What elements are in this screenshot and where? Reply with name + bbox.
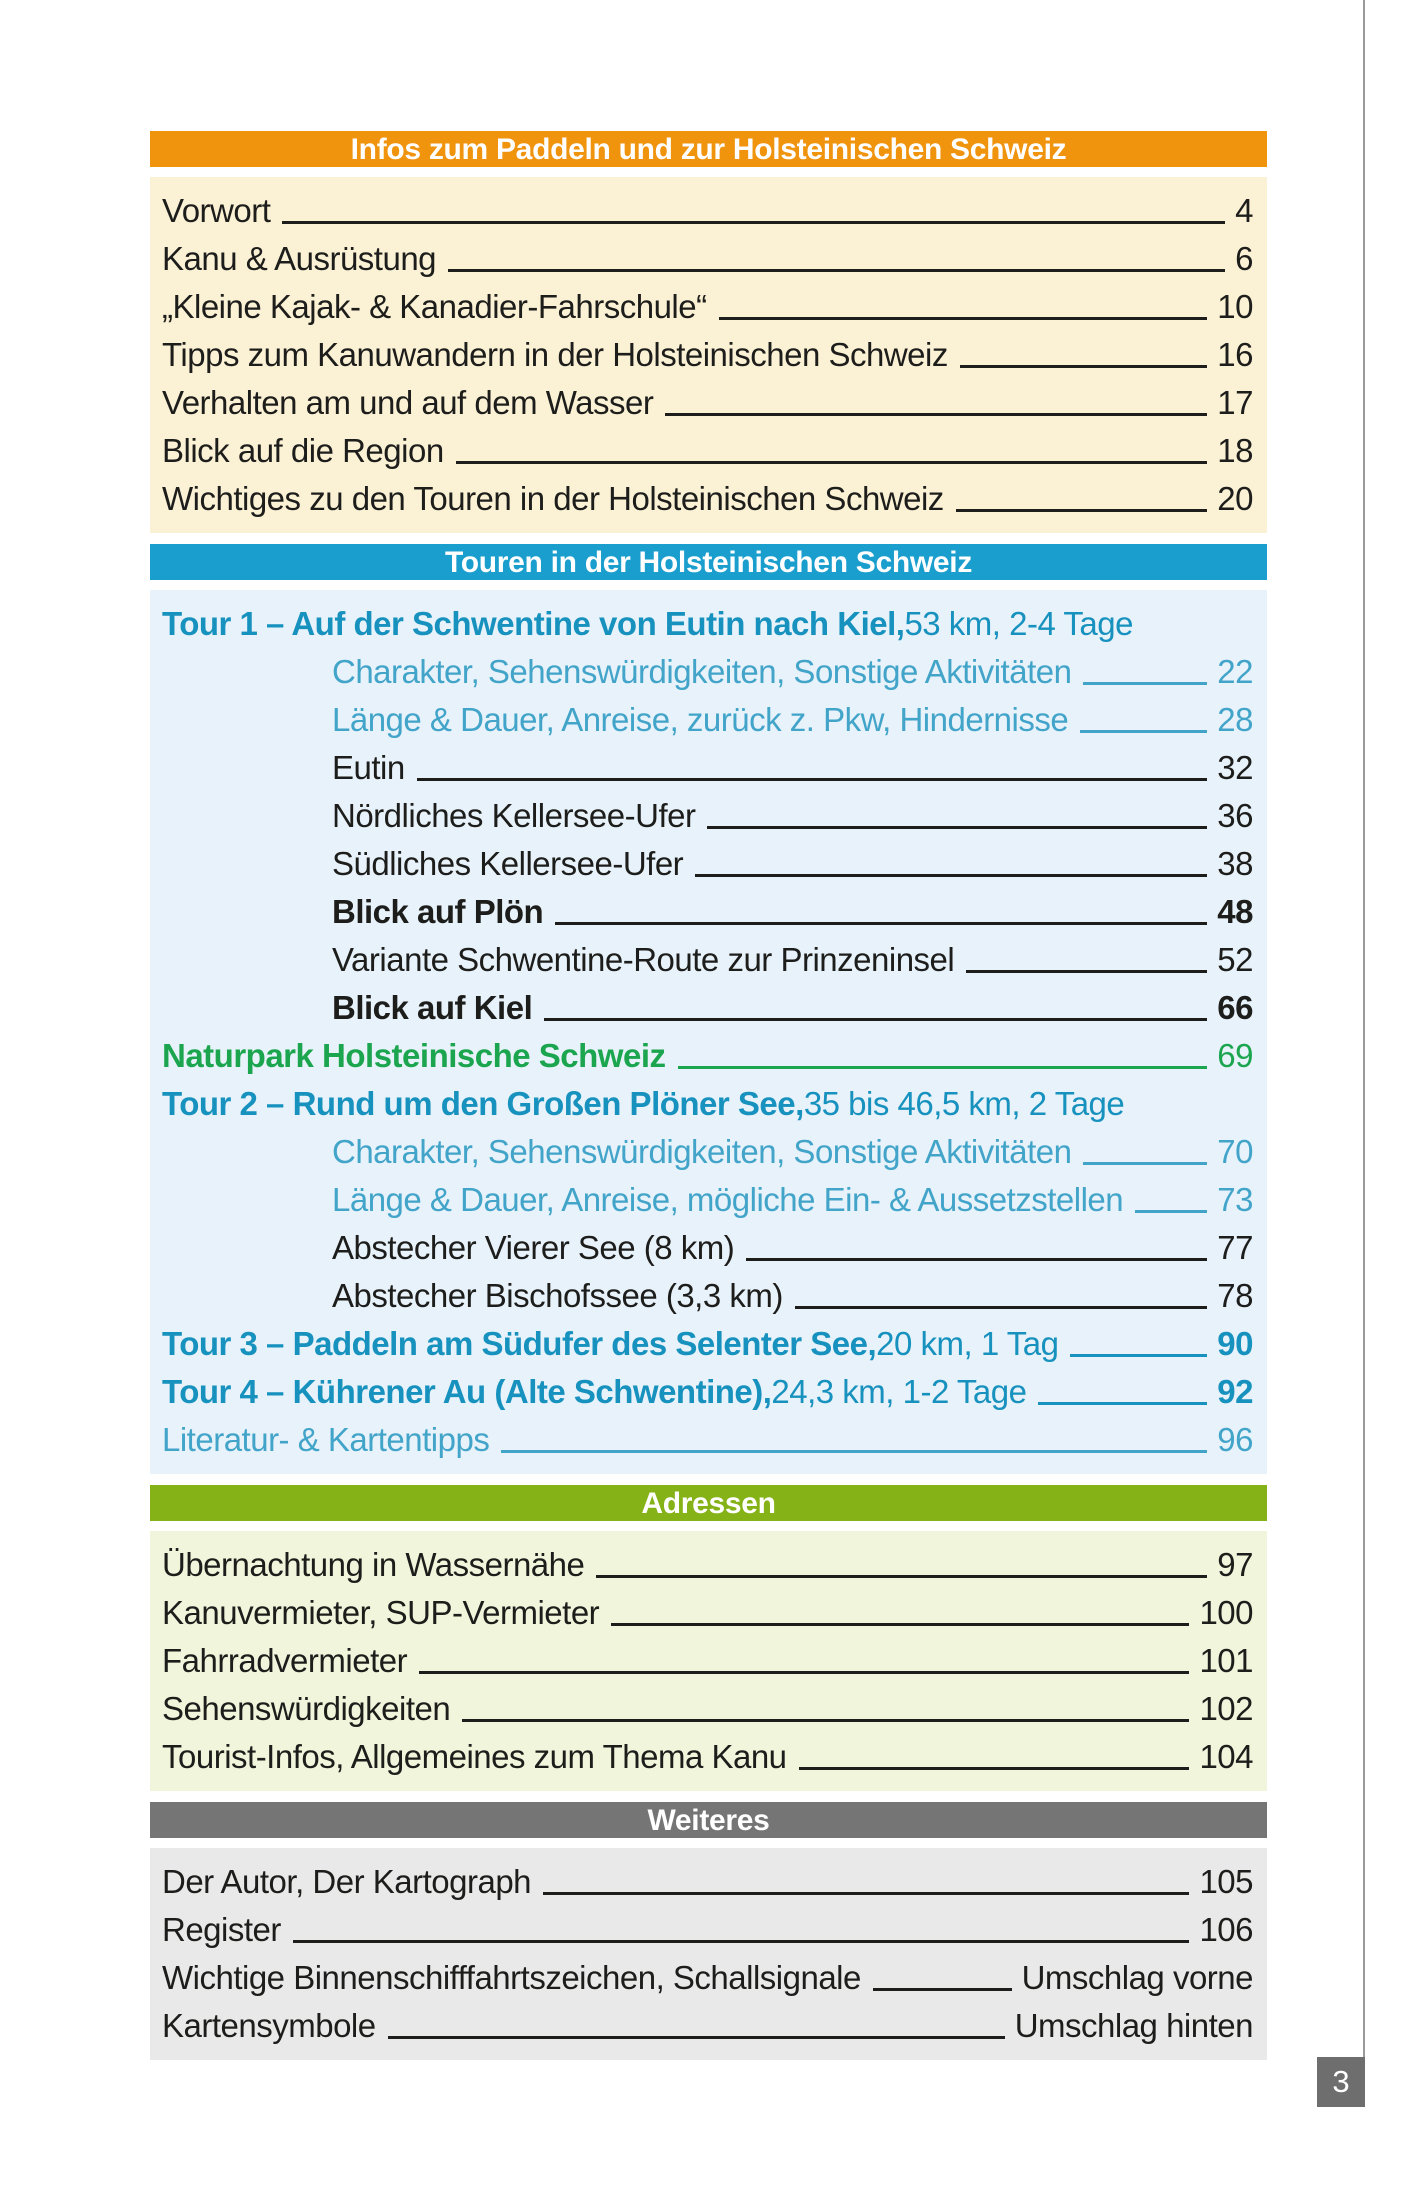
toc-row: [162, 1176, 1253, 1224]
leader-line: [419, 1671, 1189, 1674]
toc-entry-page: 78: [1217, 1277, 1253, 1314]
leader-line: [456, 461, 1208, 464]
toc-entry-page: 105: [1199, 1863, 1253, 1900]
leader-line: [719, 317, 1208, 320]
leader-line: [1135, 1210, 1207, 1213]
toc-entry-label: Der Autor, Der Kartograph: [162, 1863, 532, 1900]
toc-entry-label: Charakter, Sehenswürdigkeiten, Sonstige Aktivitäten: [332, 653, 1072, 690]
leader-line: [665, 413, 1207, 416]
toc-entry-page: 92: [1217, 1373, 1253, 1410]
toc-row: [162, 1589, 1253, 1637]
toc-entry-detail: 20 km, 1 Tag: [876, 1325, 1059, 1362]
toc-entry-label: Abstecher Vierer See (8 km): [332, 1229, 735, 1266]
toc-entry-label: Kanuvermieter, SUP-Vermieter: [162, 1594, 600, 1631]
toc-entry-page: 38: [1217, 845, 1253, 882]
toc-entry-page: 17: [1217, 384, 1253, 421]
toc-entry-page: 36: [1217, 797, 1253, 834]
leader-line: [611, 1623, 1189, 1626]
toc-entry-page: 20: [1217, 480, 1253, 517]
section-infos: [150, 131, 1267, 533]
toc-row: [162, 1272, 1253, 1320]
leader-line: [966, 970, 1207, 973]
toc-entry-page: 96: [1217, 1421, 1253, 1458]
toc-row: [162, 475, 1253, 523]
leader-line: [956, 509, 1207, 512]
toc-entry-page: 104: [1199, 1738, 1253, 1775]
toc-entry-label: Sehenswürdigkeiten: [162, 1690, 451, 1727]
leader-line: [282, 221, 1225, 224]
toc-entry-label: Südliches Kellersee-Ufer: [332, 845, 684, 882]
toc-entry-label: Naturpark Holsteinische Schweiz: [162, 1037, 666, 1074]
leader-line: [795, 1306, 1207, 1309]
toc-entry-page: 28: [1217, 701, 1253, 738]
toc-entry-detail: 35 bis 46,5 km, 2 Tage: [803, 1085, 1125, 1122]
toc-row: [162, 427, 1253, 475]
toc-row: [162, 1032, 1253, 1080]
toc-row: [162, 283, 1253, 331]
toc-entry-label: Eutin: [332, 749, 405, 786]
toc-row: [162, 187, 1253, 235]
toc-entry-page: 102: [1199, 1690, 1253, 1727]
toc-row: [162, 1637, 1253, 1685]
toc-entry-label: Vorwort: [162, 192, 271, 229]
toc-row: [162, 2002, 1253, 2050]
toc-entry-title: Tour 1 – Auf der Schwentine von Eutin nach Kiel,: [162, 605, 905, 642]
toc-entry-label: Länge & Dauer, Anreise, mögliche Ein- & Aussetzstellen: [332, 1181, 1124, 1218]
toc-entry-page: Umschlag hinten: [1014, 2007, 1253, 2044]
page-margin-rule: [1363, 0, 1365, 2057]
toc-row: [162, 235, 1253, 283]
toc-row: [162, 936, 1253, 984]
leader-line: [678, 1066, 1208, 1069]
toc-entry-label: Wichtige Binnenschifffahrtszeichen, Schallsignale: [162, 1959, 861, 1996]
leader-line: [873, 1988, 1012, 1991]
toc-row: [162, 1541, 1253, 1589]
toc-entry-label: Wichtiges zu den Touren in der Holsteinischen Schweiz: [162, 480, 944, 517]
leader-line: [960, 365, 1207, 368]
toc-entry-page: 4: [1235, 192, 1253, 229]
toc-entry-page: 32: [1217, 749, 1253, 786]
section-touren: [150, 544, 1267, 1474]
leader-line: [555, 922, 1207, 925]
toc-entry-label: Fahrradvermieter: [162, 1642, 408, 1679]
leader-line: [417, 778, 1208, 781]
section-rows-touren: [150, 590, 1267, 1474]
toc-entry-label: „Kleine Kajak- & Kanadier-Fahrschule“: [162, 288, 707, 325]
leader-line: [1070, 1354, 1207, 1357]
leader-line: [543, 1892, 1189, 1895]
section-header-infos: Infos zum Paddeln und zur Holsteinischen Schweiz: [150, 131, 1267, 167]
toc-entry-page: 48: [1217, 893, 1253, 930]
toc-row: [162, 1224, 1253, 1272]
toc-entry-label: Kanu & Ausrüstung: [162, 240, 437, 277]
toc-entry-label: Blick auf Kiel: [332, 989, 533, 1026]
section-rows-adressen: [150, 1531, 1267, 1791]
toc-entry-label: Verhalten am und auf dem Wasser: [162, 384, 654, 421]
toc-entry-page: 106: [1199, 1911, 1253, 1948]
toc-entry-page: 100: [1199, 1594, 1253, 1631]
toc-entry-label: Literatur- & Kartentipps: [162, 1421, 490, 1458]
toc-row: [162, 792, 1253, 840]
toc-entry-page: 16: [1217, 336, 1253, 373]
toc-entry-page: 18: [1217, 432, 1253, 469]
leader-line: [1080, 730, 1207, 733]
toc-entry-label: Tipps zum Kanuwandern in der Holsteinischen Schweiz: [162, 336, 948, 373]
toc-entry-page: 97: [1217, 1546, 1253, 1583]
toc-row: [162, 1906, 1253, 1954]
toc-entry-title: Tour 4 – Kührener Au (Alte Schwentine),: [162, 1373, 772, 1410]
section-adressen: [150, 1485, 1267, 1791]
toc-content: [150, 131, 1267, 2071]
toc-entry-label: Kartensymbole: [162, 2007, 376, 2044]
toc-entry-detail: 53 km, 2-4 Tage: [904, 605, 1133, 642]
toc-row: [162, 744, 1253, 792]
leader-line: [448, 269, 1225, 272]
section-rows-weiteres: [150, 1848, 1267, 2060]
toc-entry-page: Umschlag vorne: [1021, 1959, 1253, 1996]
toc-row: [162, 331, 1253, 379]
leader-line: [544, 1018, 1207, 1021]
leader-line: [293, 1940, 1190, 1943]
toc-entry-page: 70: [1217, 1133, 1253, 1170]
toc-entry-label: Variante Schwentine-Route zur Prinzeninsel: [332, 941, 955, 978]
toc-entry-label: Register: [162, 1911, 281, 1948]
toc-row: [162, 1954, 1253, 2002]
toc-entry-label: Blick auf Plön: [332, 893, 544, 930]
toc-entry-page: 101: [1199, 1642, 1253, 1679]
toc-entry-label: Länge & Dauer, Anreise, zurück z. Pkw, Hindernisse: [332, 701, 1069, 738]
toc-entry-title: Tour 2 – Rund um den Großen Plöner See,: [162, 1085, 804, 1122]
toc-entry-title: Tour 3 – Paddeln am Südufer des Selenter See,: [162, 1325, 877, 1362]
toc-entry-label: Tourist-Infos, Allgemeines zum Thema Kanu: [162, 1738, 787, 1775]
page-number: 3: [1332, 2064, 1350, 2099]
toc-entry-page: 52: [1217, 941, 1253, 978]
toc-entry-label: Übernachtung in Wassernähe: [162, 1546, 585, 1583]
section-header-weiteres: Weiteres: [150, 1802, 1267, 1838]
leader-line: [1083, 1162, 1207, 1165]
toc-entry-page: 6: [1235, 240, 1253, 277]
leader-line: [695, 874, 1207, 877]
section-header-adressen: Adressen: [150, 1485, 1267, 1521]
toc-entry-page: 66: [1217, 989, 1253, 1026]
toc-row: [162, 600, 1253, 648]
toc-row: [162, 1416, 1253, 1464]
toc-entry-page: 77: [1217, 1229, 1253, 1266]
leader-line: [462, 1719, 1189, 1722]
section-rows-infos: [150, 177, 1267, 533]
page-number-box: [1317, 2057, 1365, 2107]
toc-row: [162, 888, 1253, 936]
toc-entry-page: 69: [1217, 1037, 1253, 1074]
section-header-touren: Touren in der Holsteinischen Schweiz: [150, 544, 1267, 580]
toc-row: [162, 984, 1253, 1032]
toc-entry-page: 22: [1217, 653, 1253, 690]
toc-entry-label: Abstecher Bischofssee (3,3 km): [332, 1277, 783, 1314]
leader-line: [1038, 1402, 1207, 1405]
toc-entry-label: Blick auf die Region: [162, 432, 444, 469]
toc-entry-label: Charakter, Sehenswürdigkeiten, Sonstige Aktivitäten: [332, 1133, 1072, 1170]
toc-row: [162, 1685, 1253, 1733]
toc-entry-label: Nördliches Kellersee-Ufer: [332, 797, 696, 834]
leader-line: [746, 1258, 1207, 1261]
leader-line: [707, 826, 1207, 829]
toc-entry-page: 10: [1217, 288, 1253, 325]
leader-line: [388, 2036, 1005, 2039]
leader-line: [501, 1450, 1207, 1453]
toc-row: [162, 696, 1253, 744]
toc-entry-page: 73: [1217, 1181, 1253, 1218]
toc-row: [162, 1733, 1253, 1781]
toc-row: [162, 379, 1253, 427]
toc-row: [162, 1368, 1253, 1416]
toc-row: [162, 1080, 1253, 1128]
toc-row: [162, 1320, 1253, 1368]
section-weiteres: [150, 1802, 1267, 2060]
toc-row: [162, 1858, 1253, 1906]
leader-line: [1083, 682, 1207, 685]
toc-entry-detail: 24,3 km, 1-2 Tage: [771, 1373, 1027, 1410]
toc-entry-page: 90: [1217, 1325, 1253, 1362]
toc-row: [162, 648, 1253, 696]
toc-row: [162, 1128, 1253, 1176]
leader-line: [596, 1575, 1207, 1578]
toc-row: [162, 840, 1253, 888]
leader-line: [799, 1767, 1190, 1770]
